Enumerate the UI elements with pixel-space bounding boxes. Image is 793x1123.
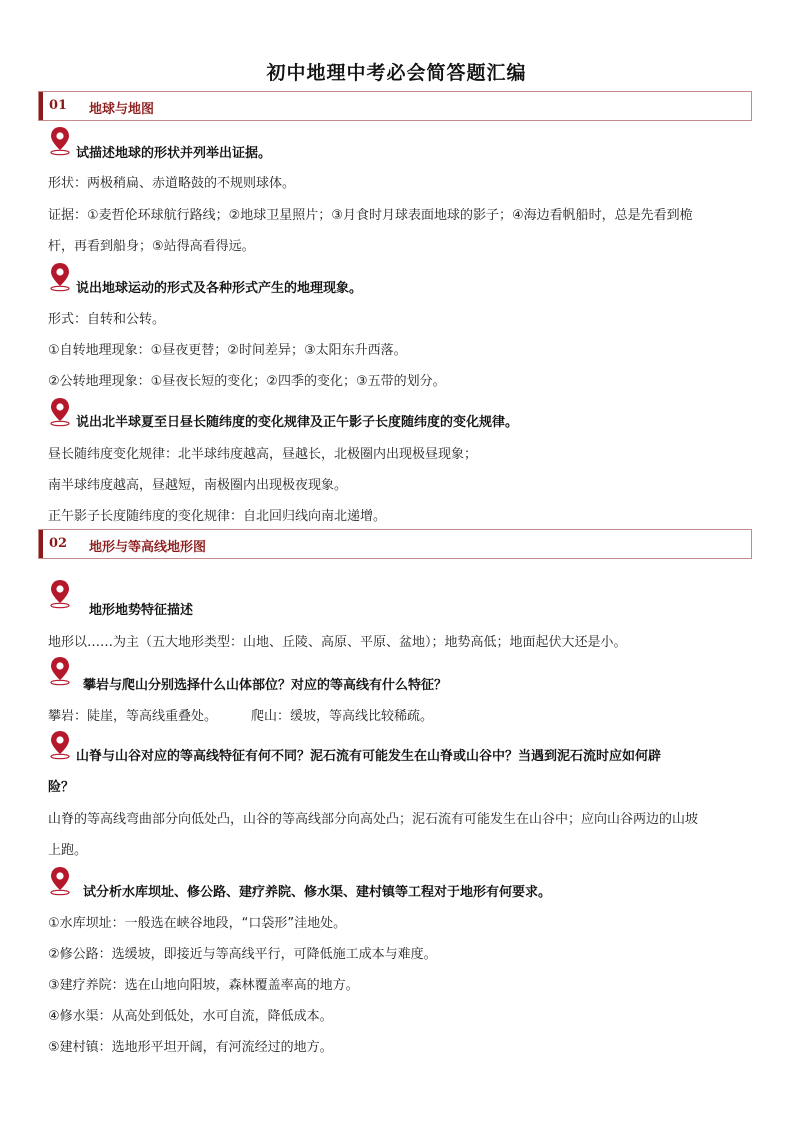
answer-line: ①水库坝址：一般选在峡谷地段，“口袋形”洼地处。 [48,916,347,931]
page-title: 初中地理中考必会简答题汇编 [266,62,527,84]
answer-line: ①自转地理现象：①昼夜更替；②时间差异；③太阳东升西落。 [48,343,407,358]
answer-line: ②公转地理现象：①昼夜长短的变化；②四季的变化；③五带的划分。 [48,374,446,389]
map-pin-icon [48,397,72,427]
answer-part: 爬山：缓坡，等高线比较稀疏。 [251,709,434,724]
section-number: 01 [49,98,68,113]
answer-line: 形状：两极稍扁、赤道略鼓的不规则球体。 [48,176,296,191]
question-heading: 说出北半球夏至日昼长随纬度的变化规律及正午影子长度随纬度的变化规律。 [76,415,519,430]
map-pin-icon [48,579,72,609]
answer-line: 地形以……为主（五大地形类型：山地、丘陵、高原、平原、盆地）；地势高低；地面起伏大还是小。 [48,635,627,650]
map-pin-icon [48,656,72,686]
question-heading: 说出地球运动的形式及各种形式产生的地理现象。 [76,281,363,296]
answer-line [48,705,433,724]
answer-line: ③建疗养院：选在山地向阳坡，森林覆盖率高的地方。 [48,978,359,993]
answer-line: 杆，再看到船身；⑤站得高看得远。 [48,239,255,254]
section-title: 地形与等高线地形图 [89,540,207,555]
answer-line: 南半球纬度越高，昼越短，南极圈内出现极夜现象。 [48,478,348,493]
answer-line: ⑤建村镇：选地形平坦开阔，有河流经过的地方。 [48,1040,333,1055]
section-accent-bar [39,530,43,558]
section-header-02 [38,529,752,559]
map-pin-icon [48,262,72,292]
answer-line: ②修公路：选缓坡，即接近与等高线平行，可降低施工成本与难度。 [48,947,437,962]
answer-line: 证据：①麦哲伦环球航行路线；②地球卫星照片；③月食时月球表面地球的影子；④海边看帆船时，总是先看到桅 [48,208,693,223]
section-title: 地球与地图 [89,102,155,117]
section-accent-bar [39,92,43,120]
answer-line: 山脊的等高线弯曲部分向低处凸，山谷的等高线部分向高处凸；泥石流有可能发生在山谷中；应向山谷两边的山坡 [48,812,699,827]
question-heading-cont: 险？ [48,780,75,795]
map-pin-icon [48,126,72,156]
question-heading: 山脊与山谷对应的等高线特征有何不同？泥石流有可能发生在山脊或山谷中？当遇到泥石流时应如何辟 [76,749,662,764]
question-heading: 攀岩与爬山分别选择什么山体部位？对应的等高线有什么特征？ [83,678,448,693]
question-heading: 试分析水库坝址、修公路、建疗养院、修水渠、建村镇等工程对于地形有何要求。 [83,885,552,900]
answer-line: 上跑。 [48,843,88,858]
map-pin-icon [48,866,72,896]
section-number: 02 [49,536,68,551]
answer-line: ④修水渠：从高处到低处，水可自流，降低成本。 [48,1009,333,1024]
section-header-01 [38,91,752,121]
answer-line: 形式：自转和公转。 [48,312,166,327]
answer-line: 正午影子长度随纬度的变化规律：自北回归线向南北递增。 [48,509,387,524]
answer-line: 昼长随纬度变化规律：北半球纬度越高，昼越长，北极圈内出现极昼现象； [48,447,478,462]
answer-part: 攀岩：陡崖，等高线重叠处。 [48,709,218,724]
map-pin-icon [48,730,72,760]
question-heading: 地形地势特征描述 [89,603,194,618]
question-heading: 试描述地球的形状并列举出证据。 [76,146,272,161]
